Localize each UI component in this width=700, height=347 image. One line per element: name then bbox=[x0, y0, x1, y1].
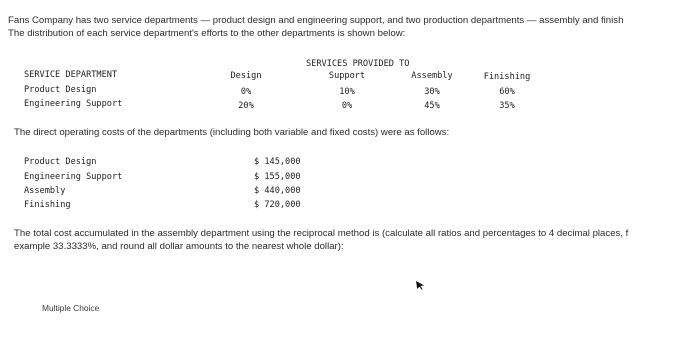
cost-value-assembly: $ 440,000 bbox=[254, 186, 301, 196]
column-header-design: Design bbox=[230, 71, 262, 81]
cell-product-design-support: 10% bbox=[339, 87, 355, 97]
row-label-engineering-support: Engineering Support bbox=[24, 99, 123, 109]
cost-label-finishing: Finishing bbox=[24, 200, 71, 210]
cell-engineering-support-design: 20% bbox=[238, 101, 254, 111]
cell-engineering-support-finishing: 35% bbox=[499, 101, 515, 111]
cost-label-product-design: Product Design bbox=[24, 157, 97, 167]
cost-value-product-design: $ 145,000 bbox=[254, 157, 301, 167]
service-department-header: SERVICE DEPARTMENT bbox=[24, 70, 118, 80]
cost-label-engineering-support: Engineering Support bbox=[24, 172, 123, 182]
question-line-2: example 33.3333%, and round all dollar amounts to the nearest whole dollar): bbox=[14, 241, 344, 252]
cell-product-design-design: 0% bbox=[240, 87, 252, 97]
multiple-choice-label: Multiple Choice bbox=[42, 303, 100, 313]
cell-engineering-support-support: 0% bbox=[341, 101, 353, 111]
direct-costs-intro: The direct operating costs of the departments (including both variable and fixed costs) were as follows: bbox=[14, 127, 450, 138]
intro-line-2: The distribution of each service department's efforts to the other departments is shown below: bbox=[8, 28, 406, 39]
column-header-finishing: Finishing bbox=[483, 72, 531, 82]
question-line-1: The total cost accumulated in the assembly department using the reciprocal method is (calculate all ratios and percentages to 4 decimal places, f bbox=[14, 228, 629, 239]
cost-label-assembly: Assembly bbox=[24, 186, 66, 196]
intro-line-1: Fans Company has two service departments — product design and engineering support, and two production departments — assembly and finish bbox=[8, 15, 624, 26]
cost-value-finishing: $ 720,000 bbox=[254, 200, 301, 210]
cell-engineering-support-assembly: 45% bbox=[424, 101, 440, 111]
column-header-assembly: Assembly bbox=[411, 71, 453, 81]
services-provided-to-header: SERVICES PROVIDED TO bbox=[306, 59, 410, 69]
mouse-pointer-icon bbox=[415, 280, 425, 290]
cell-product-design-finishing: 60% bbox=[499, 87, 515, 97]
row-label-product-design: Product Design bbox=[24, 85, 97, 95]
cost-value-engineering-support: $ 155,000 bbox=[254, 172, 301, 182]
column-header-support: Support bbox=[328, 71, 366, 81]
cell-product-design-assembly: 30% bbox=[424, 87, 440, 97]
